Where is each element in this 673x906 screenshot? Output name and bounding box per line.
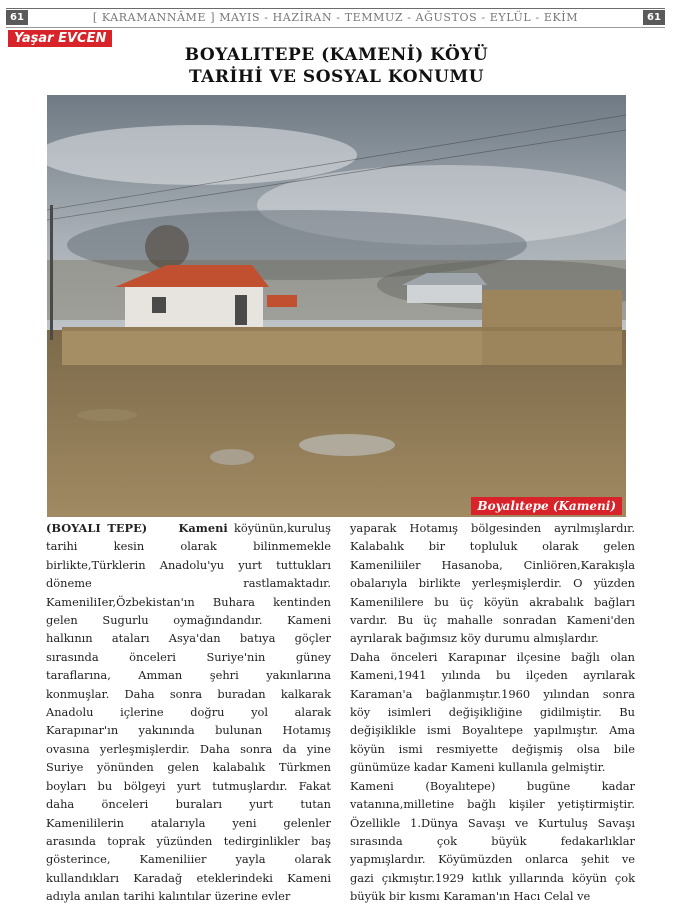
village-photo — [47, 95, 626, 517]
body-line: köyün ismi resmiyette değişmiş olsa bile — [350, 741, 635, 756]
photo-caption: Boyalıtepe (Kameni) — [471, 497, 622, 515]
page-number-left: 61 — [6, 10, 28, 25]
body-line: Kalabalık bir topluluk olarak gelen — [350, 539, 635, 554]
body-line: ovasına yerleşmişlerdir. Daha sonra da yine — [46, 741, 331, 756]
body-line: sırasında önceleri Suriye'nin güney — [46, 649, 331, 664]
body-line: köyünün,kuruluş — [233, 521, 331, 535]
body-line: taraflarına, Amman şehri yakınlarına — [46, 668, 331, 683]
article-title — [60, 44, 613, 88]
author-badge: Yaşar EVCEN — [8, 30, 112, 47]
article-column-left — [46, 519, 331, 906]
body-line: adıyla anılan tarihi kalıntılar üzerine evler — [46, 889, 291, 904]
body-line: döneme rastlamaktadır. — [46, 576, 331, 591]
article-first-line — [46, 519, 331, 537]
body-line: sırasında çok büyük fedakarlıklar — [350, 833, 635, 848]
running-head-text: [ KARAMANNÂME ] MAYIS - HAZİRAN - TEMMUZ - AĞUSTOS - EYLÜL - EKİM — [92, 11, 579, 24]
body-line: Kameni (Boyalıtepe) bugüne kadar — [350, 778, 635, 793]
body-line: arasında toprak yüzünden tedirginlikler baş — [46, 833, 331, 848]
body-line: obalarıyla birlikte yerleşmişlerdir. O yüzden — [350, 576, 635, 591]
body-line: KameniliIer,Özbekistan'ın Buhara kentinden — [46, 594, 331, 609]
body-line: gazi çıkmıştır.1929 kıtlık yıllarında köyün çok — [350, 870, 635, 885]
body-line: Özellikle 1.Dünya Savaşı ve Kurtuluş Savaşı — [350, 815, 635, 830]
body-line: gösterince, Kameniliier yayla olarak — [46, 852, 331, 867]
body-line: günümüze kadar Kameni kullanıla gelmiştir. — [350, 760, 606, 775]
body-line: boyları bu bölgeyi yurt tutmuşlardır. Fakat — [46, 778, 331, 793]
body-line: Kamenililerin atalarıyla yeni gelenler — [46, 815, 331, 830]
body-line: vardır. Bu üç mahalle sonradan Kameni'den — [350, 613, 635, 628]
title-line-2: TARİHİ VE SOSYAL KONUMU — [188, 67, 485, 87]
lead-label: (BOYALI TEPE) — [46, 521, 148, 535]
body-line: daha önceleri buraları yurt tutan — [46, 797, 331, 812]
body-line: birlikte,Türklerin Anadolu'yu yurt tuttukları — [46, 557, 331, 572]
body-line: Suriye yönünden gelen kalabalık Türkmen — [46, 760, 331, 775]
body-line: Anadolu içlerine doğru yol alarak — [46, 705, 331, 720]
body-line: değişiklikle ismi Boyalıtepe yapılmıştır. Ama — [350, 723, 635, 738]
body-line: halkının ataları Asya'dan batıya göçler — [46, 631, 331, 646]
body-line: büyük bir kısmı Karaman'ın Hacı Celal ve — [350, 889, 591, 904]
running-header — [6, 8, 665, 28]
body-line: vatanına,milletine bağlı kişiler yetiştirmiştir. — [350, 797, 635, 812]
body-line: köy isimleri değişikliğine gidilmiştir. Bu — [350, 705, 635, 720]
body-line: Karaman'a bağlanmıştır.1960 yılından sonra — [350, 686, 635, 701]
body-line: Daha önceleri Karapınar ilçesine bağlı olan — [350, 649, 635, 664]
body-line: tarihi kesin olarak bilinmemekle — [46, 539, 331, 554]
page-number-right: 61 — [643, 10, 665, 25]
body-line: gelen Sugurlu oymağındandır. Kameni — [46, 613, 331, 628]
body-line: Kamenililere bu üç köyün akrabalık bağları — [350, 594, 635, 609]
body-line: ayrılarak bağımsız köy durumu almışlardır. — [350, 631, 599, 646]
lead-name: Kameni — [178, 521, 228, 535]
body-line: yaparak Hotamış bölgesinden ayrılmışlardır. — [350, 521, 635, 535]
article-column-right — [350, 519, 635, 906]
body-line: kullandıkları Karadağ eteklerindeki Kameni — [46, 870, 331, 885]
body-line: yapmışlardır. Köyümüzden onlarca şehit ve — [350, 852, 635, 867]
body-line: Karapınar'ın yakınında bulunan Hotamış — [46, 723, 331, 738]
body-line: Kameni,1941 yılında bu ilçeden ayrılarak — [350, 668, 635, 683]
body-line: Kameniliiler Hasanoba, Cinliören,Karakışla — [350, 557, 635, 572]
village-photo-image — [47, 95, 626, 517]
title-line-1: BOYALITEPE (KAMENİ) KÖYÜ — [184, 45, 489, 65]
body-line: konmuşlar. Daha sonra buradan kalkarak — [46, 686, 331, 701]
